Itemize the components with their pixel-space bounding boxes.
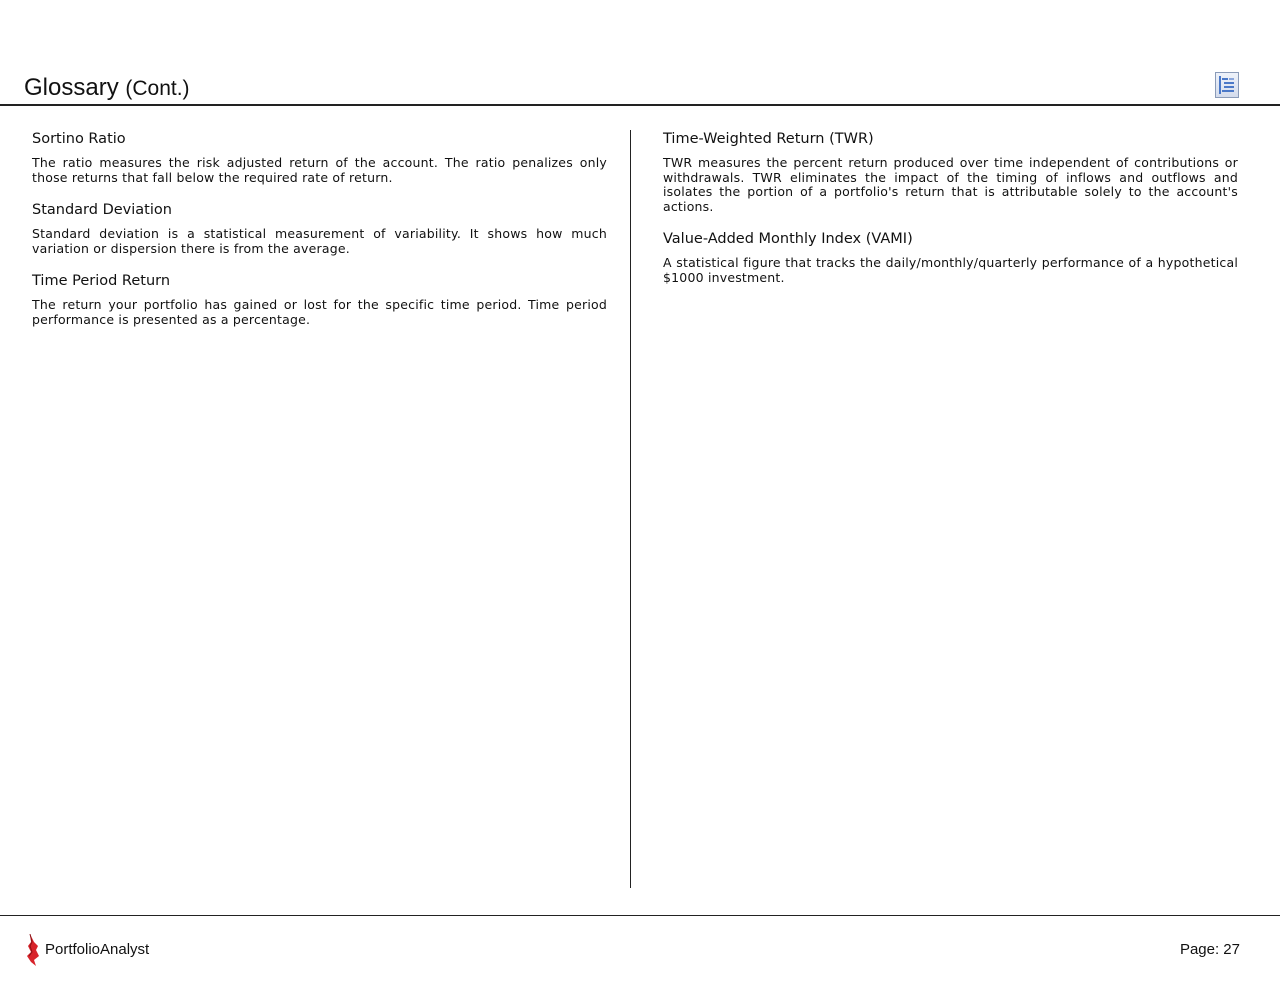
glossary-entry: [32, 130, 607, 185]
page-footer: [0, 915, 1280, 990]
glossary-entry: [32, 272, 607, 327]
glossary-entry: [32, 201, 607, 256]
page-title-suffix: (Cont.): [125, 77, 190, 100]
table-of-contents-icon[interactable]: [1215, 72, 1239, 98]
page-number: Page: 27: [1179, 941, 1240, 958]
column-divider: [630, 130, 631, 888]
page-title-main: Glossary: [24, 74, 119, 101]
glossary-entry: [663, 130, 1238, 214]
glossary-entry: [663, 230, 1238, 285]
glossary-term: Time Period Return: [32, 273, 171, 289]
page-title: [24, 74, 190, 102]
glossary-definition: The return your portfolio has gained or lost for the specific time period. Time period performance is presented as a percentage.: [32, 297, 607, 327]
glossary-definition: A statistical figure that tracks the daily/monthly/quarterly performance of a hypothetical $1000 investment.: [663, 255, 1238, 285]
portfolioanalyst-logo-icon: [25, 934, 41, 968]
glossary-definition: Standard deviation is a statistical measurement of variability. It shows how much variation or dispersion there is from the average.: [32, 226, 607, 256]
glossary-right-column: [663, 130, 1238, 301]
page-header: [0, 72, 1280, 106]
glossary-definition: TWR measures the percent return produced over time independent of contributions or withdrawals. TWR eliminates the impact of the timing of inflows and outflows and isolates the portion of a portfolio's return that is attributable solely to the account's actions.: [663, 155, 1238, 214]
glossary-term: Time-Weighted Return (TWR): [663, 131, 874, 147]
brand-name: PortfolioAnalyst: [45, 941, 150, 958]
glossary-term: Value-Added Monthly Index (VAMI): [663, 231, 913, 247]
glossary-term: Sortino Ratio: [32, 131, 126, 147]
glossary-term: Standard Deviation: [32, 202, 172, 218]
glossary-definition: The ratio measures the risk adjusted return of the account. The ratio penalizes only those returns that fall below the required rate of return.: [32, 155, 607, 185]
glossary-left-column: [32, 130, 607, 343]
